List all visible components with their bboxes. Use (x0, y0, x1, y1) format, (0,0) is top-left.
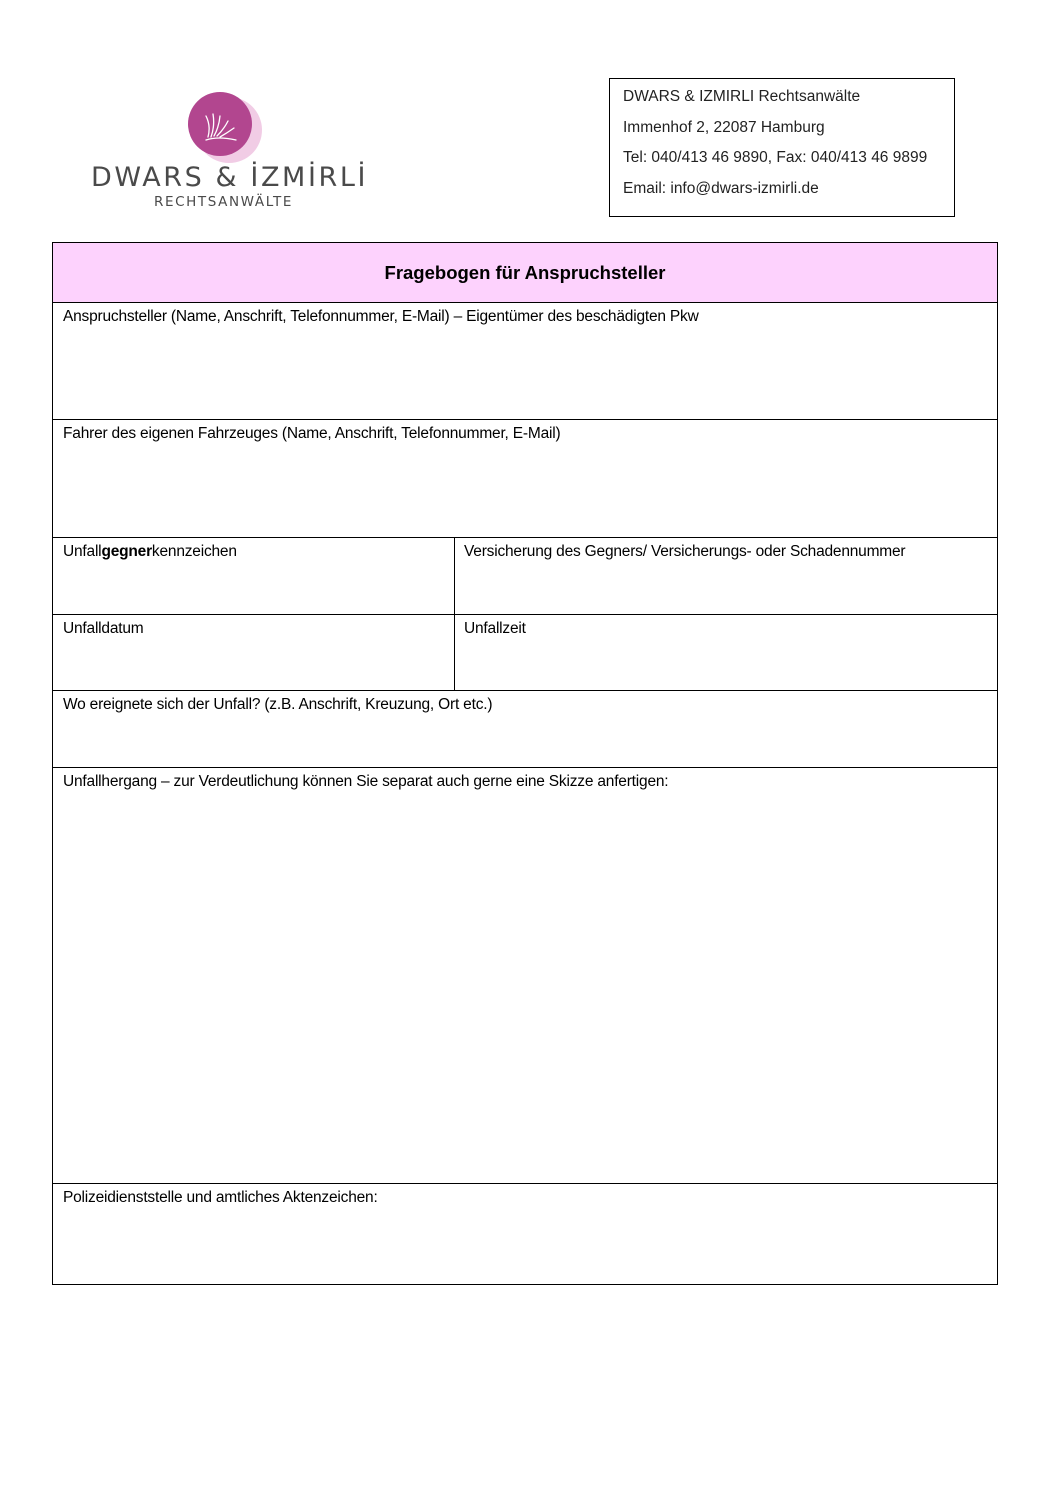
contact-address: Immenhof 2, 22087 Hamburg (623, 118, 825, 136)
claimant-label: Anspruchsteller (Name, Anschrift, Telefonnummer, E-Mail) – Eigentümer des beschädigten Pkw (63, 308, 699, 325)
accident-location-field[interactable] (53, 690, 997, 767)
contact-email: Email: info@dwars-izmirli.de (623, 179, 819, 197)
firm-logo (88, 88, 368, 218)
logo-firm-name: DWARS & İZMİRLİ (91, 162, 369, 193)
accident-course-label: Unfallhergang – zur Verdeutlichung können Sie separat auch gerne eine Skizze anfertigen: (63, 773, 669, 790)
opponent-insurance-row (53, 537, 997, 614)
accident-location-label: Wo ereignete sich der Unfall? (z.B. Anschrift, Kreuzung, Ort etc.) (63, 696, 493, 713)
accident-date-field[interactable] (53, 615, 454, 690)
opponent-plate-field[interactable] (53, 538, 454, 614)
opponent-plate-label-bold: gegner (101, 543, 152, 560)
accident-course-field[interactable] (53, 767, 997, 1183)
contact-firm: DWARS & IZMIRLI Rechtsanwälte (623, 88, 861, 105)
form-title: Fragebogen für Anspruchsteller (384, 261, 666, 283)
claimant-field[interactable] (53, 302, 997, 419)
date-time-row (53, 614, 997, 690)
form-title-row (53, 243, 997, 302)
contact-box (609, 78, 955, 217)
police-reference-field[interactable] (53, 1183, 997, 1284)
accident-time-label: Unfallzeit (464, 620, 526, 637)
police-reference-label: Polizeidienststelle und amtliches Aktenzeichen: (63, 1189, 378, 1206)
contact-phone-fax: Tel: 040/413 46 9890, Fax: 040/413 46 9899 (623, 149, 928, 166)
insurance-field[interactable] (454, 538, 997, 614)
logo-emblem-icon (184, 90, 274, 170)
driver-label: Fahrer des eigenen Fahrzeuges (Name, Anschrift, Telefonnummer, E-Mail) (63, 425, 561, 442)
opponent-plate-label-prefix: Unfall (63, 543, 102, 560)
accident-time-field[interactable] (454, 615, 997, 690)
logo-subtitle: RECHTSANWÄLTE (154, 194, 293, 210)
accident-date-label: Unfalldatum (63, 620, 144, 637)
driver-field[interactable] (53, 419, 997, 537)
insurance-label: Versicherung des Gegners/ Versicherungs- oder Schadennummer (464, 543, 906, 560)
claim-questionnaire-form (52, 242, 998, 1285)
opponent-plate-label-suffix: kennzeichen (151, 543, 237, 560)
